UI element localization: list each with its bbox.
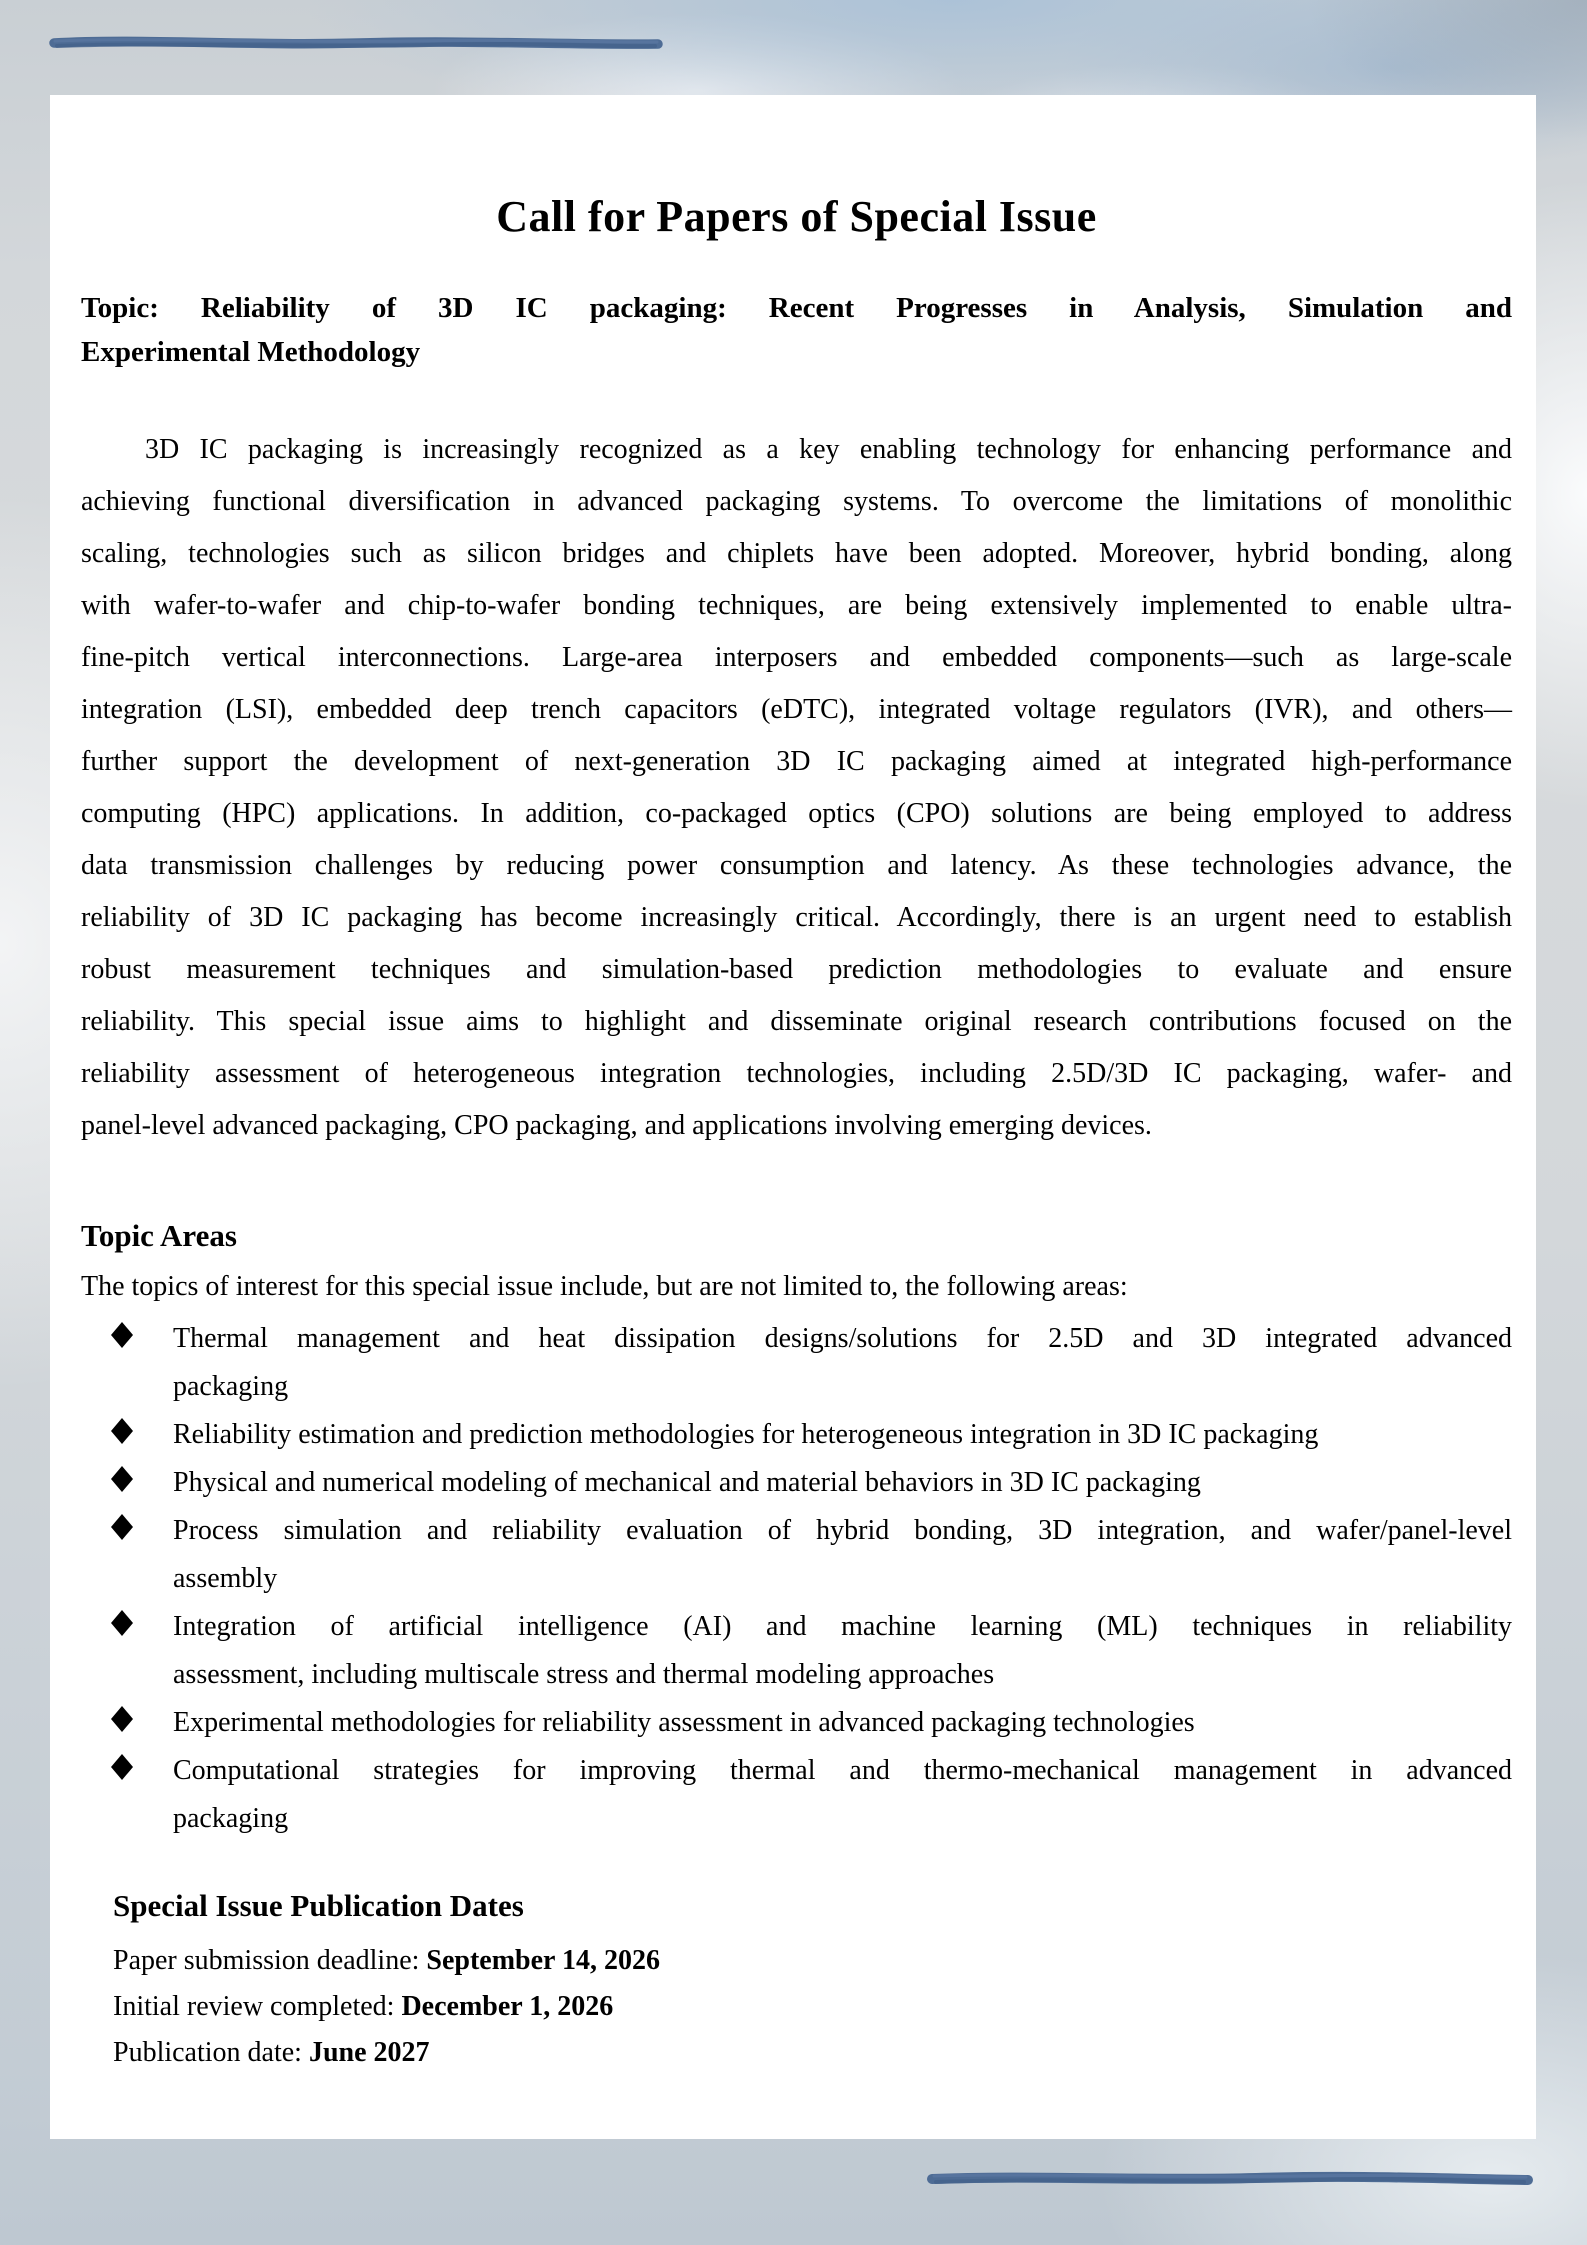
- abstract-line: reliability. This special issue aims to highlight and disseminate original research contributions focused on the: [81, 1006, 1512, 1037]
- date-label: Publication date:: [113, 2037, 309, 2068]
- diamond-bullet-icon: [110, 1418, 134, 1444]
- topic-area-line: Experimental methodologies for reliability assessment in advanced packaging technologies: [173, 1707, 1195, 1738]
- topic-area-line: packaging: [173, 1803, 289, 1834]
- abstract-line: robust measurement techniques and simulation-based prediction methodologies to evaluate and ensure: [81, 954, 1512, 985]
- brush-stroke-top: [49, 33, 664, 57]
- date-label: Paper submission deadline:: [113, 1945, 427, 1976]
- topic-area-item: [81, 1459, 1512, 1507]
- diamond-bullet-icon: [110, 1322, 134, 1348]
- abstract-line: scaling, technologies such as silicon bridges and chiplets have been adopted. Moreover, hybrid bonding, along: [81, 538, 1512, 569]
- diamond-bullet-icon: [110, 1754, 134, 1780]
- topic-area-item: [81, 1699, 1512, 1747]
- topic-area-item: [81, 1603, 1512, 1699]
- topic-area-line: Reliability estimation and prediction methodologies for heterogeneous integration in 3D IC packaging: [173, 1419, 1319, 1450]
- publication-dates-heading: Special Issue Publication Dates: [113, 1888, 524, 1923]
- topic-area-line: assembly: [173, 1563, 278, 1594]
- abstract-line: fine-pitch vertical interconnections. Large-area interposers and embedded components—such as large-scale: [81, 642, 1512, 673]
- topic-areas-heading: Topic Areas: [81, 1218, 237, 1253]
- topic-area-item: [81, 1411, 1512, 1459]
- topic-areas-intro: The topics of interest for this special issue include, but are not limited to, the following areas:: [81, 1271, 1128, 1302]
- abstract-line: reliability assessment of heterogeneous integration technologies, including 2.5D/3D IC packaging, wafer- and: [81, 1058, 1512, 1089]
- topic-heading-line: Topic: Reliability of 3D IC packaging: Recent Progresses in Analysis, Simulation and: [81, 292, 1512, 324]
- date-value: June 2027: [308, 2037, 430, 2068]
- date-row: [113, 1938, 1512, 1984]
- abstract-line: integration (LSI), embedded deep trench capacitors (eDTC), integrated voltage regulators (IVR), and others—: [81, 694, 1512, 725]
- date-value: December 1, 2026: [401, 1991, 614, 2022]
- abstract-line: reliability of 3D IC packaging has become increasingly critical. Accordingly, there is an urgent need to establish: [81, 902, 1512, 933]
- document-title: Call for Papers of Special Issue: [496, 192, 1097, 241]
- abstract-line: data transmission challenges by reducing power consumption and latency. As these technologies advance, the: [81, 850, 1512, 881]
- abstract-line: with wafer-to-wafer and chip-to-wafer bonding techniques, are being extensively implemented to enable ultra-: [81, 590, 1512, 621]
- topic-heading-line: Experimental Methodology: [81, 336, 421, 368]
- abstract-paragraph: [81, 424, 1512, 1152]
- abstract-line: achieving functional diversification in advanced packaging systems. To overcome the limitations of monolithic: [81, 486, 1512, 517]
- topic-area-line: Physical and numerical modeling of mechanical and material behaviors in 3D IC packaging: [173, 1467, 1201, 1498]
- date-row: [113, 1984, 1512, 2030]
- diamond-bullet-icon: [110, 1514, 134, 1540]
- document-content: [50, 191, 1536, 2076]
- topic-heading: [81, 286, 1512, 374]
- date-value: September 14, 2026: [426, 1945, 660, 1976]
- topic-area-line: assessment, including multiscale stress and thermal modeling approaches: [173, 1659, 995, 1690]
- date-label: Initial review completed:: [113, 1991, 402, 2022]
- document-page: [50, 95, 1536, 2139]
- topic-areas-list: [81, 1315, 1512, 1843]
- abstract-line: further support the development of next-generation 3D IC packaging aimed at integrated high-performance: [81, 746, 1512, 777]
- topic-area-item: [81, 1747, 1512, 1843]
- abstract-line: computing (HPC) applications. In addition, co-packaged optics (CPO) solutions are being employed to address: [81, 798, 1512, 829]
- abstract-line: 3D IC packaging is increasingly recognized as a key enabling technology for enhancing performance and: [145, 434, 1512, 465]
- topic-area-item: [81, 1315, 1512, 1411]
- diamond-bullet-icon: [110, 1706, 134, 1732]
- topic-area-line: Integration of artificial intelligence (AI) and machine learning (ML) techniques in reliability: [173, 1611, 1512, 1642]
- diamond-bullet-icon: [110, 1610, 134, 1636]
- topic-area-line: packaging: [173, 1371, 289, 1402]
- topic-area-item: [81, 1507, 1512, 1603]
- publication-dates-section: [113, 1886, 1512, 2076]
- topic-area-line: Process simulation and reliability evaluation of hybrid bonding, 3D integration, and wafer/panel-level: [173, 1515, 1512, 1546]
- diamond-bullet-icon: [110, 1466, 134, 1492]
- topic-area-line: Thermal management and heat dissipation designs/solutions for 2.5D and 3D integrated advanced: [173, 1323, 1512, 1354]
- date-row: [113, 2030, 1512, 2076]
- topic-area-line: Computational strategies for improving thermal and thermo-mechanical management in advanced: [173, 1755, 1512, 1786]
- brush-stroke-bottom: [926, 2168, 1534, 2192]
- abstract-line: panel-level advanced packaging, CPO packaging, and applications involving emerging devices.: [81, 1110, 1152, 1141]
